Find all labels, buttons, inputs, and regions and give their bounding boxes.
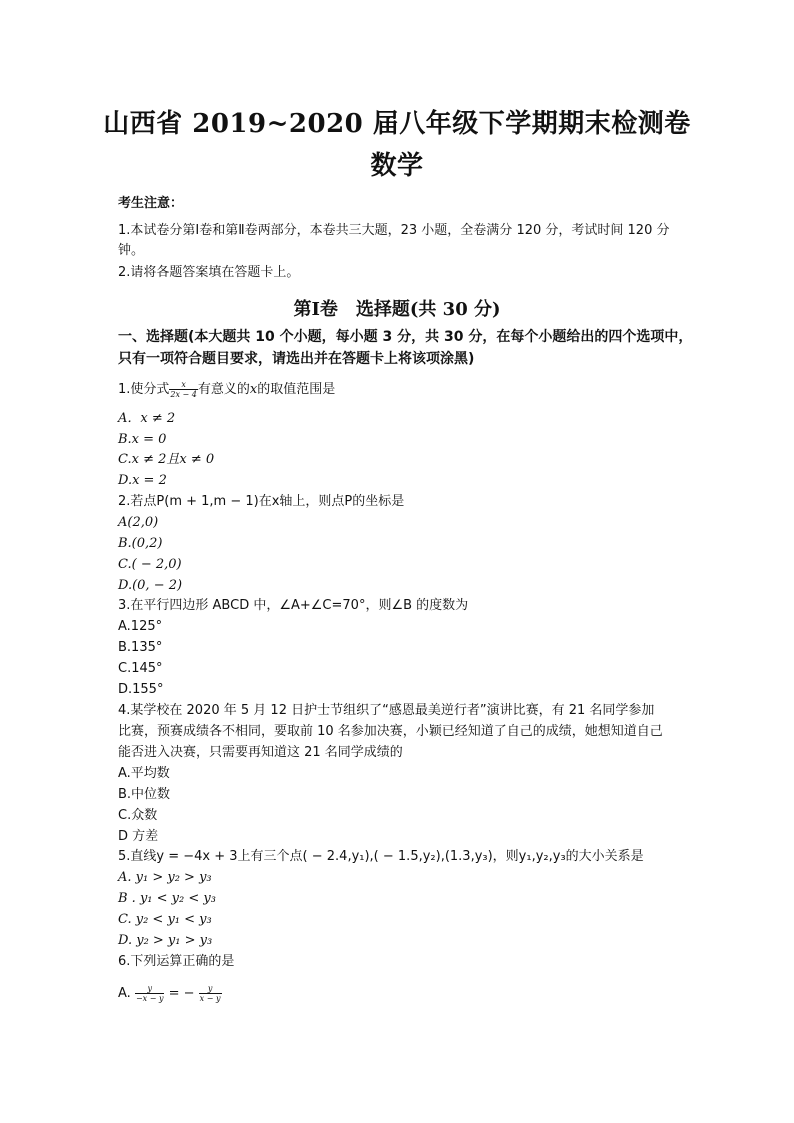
question-1-stem xyxy=(118,380,335,399)
q5-option-b: B . y₁ < y₂ < y₃ xyxy=(118,891,216,906)
q1-option-d: D.x = 2 xyxy=(118,473,167,488)
notice-label: 考生注意： xyxy=(118,196,184,211)
q3-option-a: A.125° xyxy=(118,619,163,634)
q2-option-a: A(2,0) xyxy=(118,515,159,530)
q2-option-b: B.(0,2) xyxy=(118,536,163,551)
question-2-stem: 2.若点P(m + 1,m − 1)在x轴上，则点P的坐标是 xyxy=(118,494,405,509)
q6-a-fraction-1 xyxy=(135,984,165,1003)
q4-option-d: D 方差 xyxy=(118,829,159,844)
q6-a-num-2: y xyxy=(199,984,222,994)
q1-option-b: B.x = 0 xyxy=(118,432,167,447)
q1-fraction xyxy=(169,380,197,399)
q6-a-num-1: y xyxy=(135,984,165,994)
q6-a-den-1: −x − y xyxy=(135,994,164,1003)
q5-option-d: D. y₂ > y₁ > y₃ xyxy=(118,933,213,948)
q1-stem-pre: 1.使分式 xyxy=(118,382,170,397)
section-instruction: 一、选择题(本大题共 10 个小题，每小题 3 分，共 30 分，在每个小题给出的四个选项中，只有一项符合题目要求，请选出并在答题卡上将该项涂黑) xyxy=(118,329,693,367)
question-4-line-1: 4.某学校在 2020 年 5 月 12 日护士节组织了“感恩最美逆行者”演讲比赛，有 21 名同学参加 xyxy=(118,703,655,718)
q4-option-c: C.众数 xyxy=(118,808,158,823)
q3-option-c: C.145° xyxy=(118,661,163,676)
q4-option-b: B.中位数 xyxy=(118,787,171,802)
q1-stem-end: 的取值范围是 xyxy=(257,382,336,397)
question-4-line-2: 比赛，预赛成绩各不相同，要取前 10 名参加决赛，小颖已经知道了自己的成绩，她想知道自己 xyxy=(118,724,663,739)
question-6-stem: 6.下列运算正确的是 xyxy=(118,954,235,969)
q1-var: x xyxy=(249,382,258,397)
q2-option-c: C.( − 2,0) xyxy=(118,557,182,572)
q1-frac-num: x xyxy=(169,380,197,390)
subject-title: 数学 xyxy=(370,151,424,181)
q1-option-c: C.x ≠ 2且x ≠ 0 xyxy=(118,452,215,467)
q3-option-b: B.135° xyxy=(118,640,163,655)
q5-option-a: A. y₁ > y₂ > y₃ xyxy=(118,870,212,885)
q6-a-fraction-2 xyxy=(199,984,222,1003)
q4-option-a: A.平均数 xyxy=(118,766,170,781)
q6-a-label: A. xyxy=(118,986,131,1001)
exam-title: 山西省 2019~2020 届八年级下学期期末检测卷 xyxy=(103,109,691,139)
q3-option-d: D.155° xyxy=(118,682,164,697)
question-3-stem: 3.在平行四边形 ABCD 中，∠A+∠C=70°，则∠B 的度数为 xyxy=(118,598,469,613)
notice-item-1: 1.本试卷分第Ⅰ卷和第Ⅱ卷两部分，本卷共三大题，23 小题，全卷满分 120 分，考试时间 120 分钟。 xyxy=(118,223,670,258)
notice-item-2: 2.请将各题答案填在答题卡上。 xyxy=(118,265,300,280)
q1-option-a: A．x ≠ 2 xyxy=(118,411,176,426)
section-title: 第Ⅰ卷 选择题(共 30 分) xyxy=(293,299,501,320)
q2-option-d: D.(0, − 2) xyxy=(118,578,183,593)
question-4-line-3: 能否进入决赛，只需要再知道这 21 名同学成绩的 xyxy=(118,745,403,760)
q5-option-c: C. y₂ < y₁ < y₃ xyxy=(118,912,212,927)
q6-option-a xyxy=(118,984,222,1003)
q6-a-equals: = − xyxy=(168,986,195,1001)
question-5-stem: 5.直线y = −4x + 3上有三个点( − 2.4,y₁),( − 1.5,y₂),(1.3,y₃)，则y₁,y₂,y₃的大小关系是 xyxy=(118,849,644,864)
q6-a-den-2: x − y xyxy=(199,994,221,1003)
q1-frac-den: 2x − 4 xyxy=(170,390,197,399)
q1-stem-post: 有意义的 xyxy=(197,382,250,397)
